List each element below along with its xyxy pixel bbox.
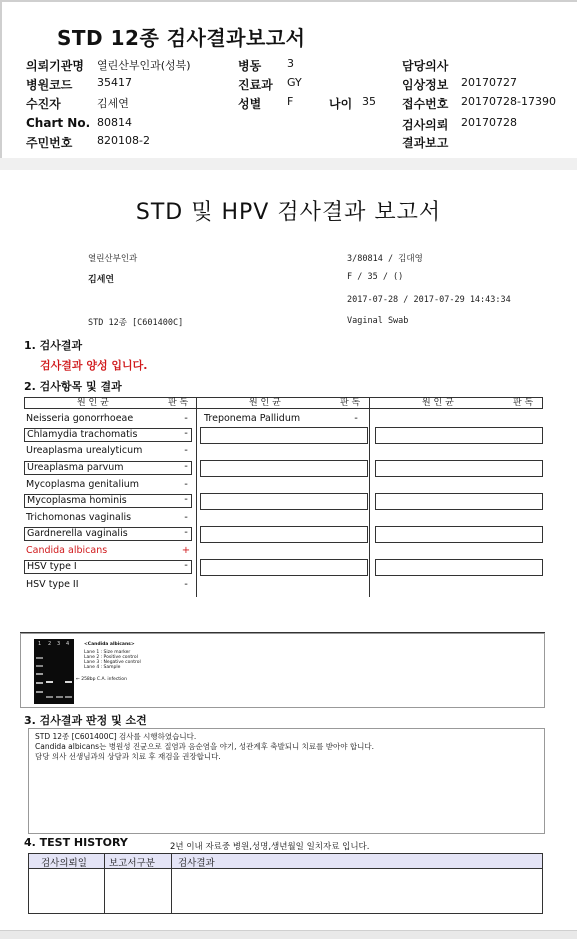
- field-label-doctor: 담당의사: [402, 59, 449, 73]
- field-value-department: GY: [287, 76, 302, 89]
- empty-cell: [200, 526, 368, 543]
- field-value-chart-no: 80814: [97, 116, 132, 129]
- report-sheet: [0, 170, 577, 930]
- section-items: 2. 검사항목 및 결과: [24, 380, 122, 393]
- result-ureaplasma-parvum: -: [184, 461, 188, 472]
- section-result: 1. 검사결과: [24, 339, 83, 352]
- gel-band: [46, 696, 53, 698]
- field-label-hospital-code: 병원코드: [26, 78, 73, 92]
- field-value-clinical-info: 20170727: [461, 76, 517, 89]
- gel-band: [36, 665, 43, 667]
- opinion-line: 담당 의사 선생님과의 상담과 치료 후 재검을 권장합니다.: [35, 752, 221, 761]
- header-row-3: [26, 95, 571, 113]
- col3-judge-header: 판 독: [513, 398, 534, 408]
- field-label-sex: 성별: [238, 97, 262, 111]
- field-value-request-date: 20170728: [461, 116, 517, 129]
- organism-trichomonas: Trichomonas vaginalis: [26, 512, 132, 523]
- gel-arrow-label: ← 258bp C.A. infection: [76, 677, 127, 682]
- organism-hsv-1: HSV type I: [24, 560, 192, 574]
- organism-neisseria: Neisseria gonorrhoeae: [26, 413, 134, 424]
- history-table: [28, 853, 543, 914]
- field-value-institution: 열린산부인과(성북): [97, 59, 191, 72]
- gel-band: [56, 696, 63, 698]
- empty-cell: [200, 493, 368, 510]
- opinion-line: STD 12종 [C601400C] 검사를 시행하였습니다.: [35, 732, 197, 741]
- history-column-divider: [104, 854, 105, 913]
- section-opinion: 3. 검사결과 판정 및 소견: [24, 714, 147, 727]
- empty-cell: [375, 427, 543, 444]
- gel-electrophoresis-image: [34, 639, 74, 704]
- field-label-ward: 병동: [238, 59, 262, 73]
- empty-cell: [375, 460, 543, 477]
- gel-band: [65, 696, 72, 698]
- organism-candida: Candida albicans: [26, 545, 108, 556]
- result-chlamydia: -: [184, 428, 188, 439]
- hospital-name: 열린산부인과: [88, 254, 138, 264]
- col2-org-header: 원 인 균: [249, 398, 281, 408]
- history-header-result: 검사결과: [178, 858, 215, 869]
- result-mycoplasma-genitalium: -: [184, 479, 188, 490]
- field-label-resident-no: 주민번호: [26, 136, 73, 150]
- test-code: STD 12종 [C601400C]: [88, 318, 184, 328]
- history-header-report-type: 보고서구분: [109, 858, 155, 869]
- header-row-2: [26, 76, 571, 94]
- organism-mycoplasma-hominis: Mycoplasma hominis: [24, 494, 192, 508]
- field-label-age: 나이: [329, 97, 353, 111]
- result-hsv-2: -: [184, 579, 188, 590]
- organism-chlamydia: Chlamydia trachomatis: [24, 428, 192, 442]
- field-value-age: 35: [362, 95, 376, 108]
- history-header-request-date: 검사의뢰일: [41, 858, 87, 869]
- specimen: Vaginal Swab: [347, 316, 409, 326]
- patient-name: 김세연: [88, 275, 115, 285]
- result-hsv-1: -: [184, 560, 188, 571]
- result-trichomonas: -: [184, 512, 188, 523]
- result-neisseria: -: [184, 413, 188, 424]
- history-column-divider: [171, 854, 172, 913]
- field-label-report: 결과보고: [402, 136, 449, 150]
- field-label-clinical-info: 임상정보: [402, 78, 449, 92]
- col1-judge-header: 판 독: [168, 398, 189, 408]
- column-divider: [196, 397, 197, 597]
- page-bottom-edge: [0, 930, 577, 939]
- organism-ureaplasma-urealyticum: Ureaplasma urealyticum: [26, 445, 143, 456]
- gel-band: [36, 691, 43, 693]
- report-dates: 2017-07-28 / 2017-07-29 14:43:34: [347, 295, 511, 305]
- field-value-resident-no: 820108-2: [97, 134, 150, 147]
- result-text: 검사결과 양성 입니다.: [40, 359, 148, 372]
- chart-doctor: 3/80814 / 김대영: [347, 254, 423, 264]
- section-history: 4. TEST HISTORY: [24, 836, 128, 849]
- report-header: [0, 0, 577, 158]
- field-label-patient: 수진자: [26, 97, 61, 111]
- report-title: STD 및 HPV 검사결과 보고서: [135, 200, 442, 225]
- gel-legend-line: Lane 2 : Positive control: [84, 655, 138, 660]
- header-row-4: [26, 116, 571, 134]
- empty-cell: [375, 493, 543, 510]
- gel-legend-line: Lane 4 : Sample: [84, 665, 121, 670]
- field-value-hospital-code: 35417: [97, 76, 132, 89]
- field-value-ward: 3: [287, 57, 294, 70]
- header-row-5: [26, 134, 571, 152]
- gel-lane-number: 2: [48, 641, 52, 647]
- gel-title: <Candida albicans>: [84, 642, 135, 647]
- sex-age: F / 35 / (): [347, 272, 404, 282]
- field-value-sex: F: [287, 95, 294, 108]
- field-value-patient: 김세연: [97, 97, 129, 110]
- gel-lane-number: 1: [38, 641, 42, 647]
- empty-cell: [375, 559, 543, 576]
- organism-mycoplasma-genitalium: Mycoplasma genitalium: [26, 479, 140, 490]
- field-label-request-date: 검사의뢰: [402, 118, 449, 132]
- gel-legend-line: Lane 3 : Negative control: [84, 660, 141, 665]
- history-table-header: [29, 854, 542, 869]
- field-label-accession: 접수번호: [402, 97, 449, 111]
- result-treponema: -: [354, 413, 358, 424]
- results-table: [24, 397, 543, 597]
- header-title: STD 12종 검사결과보고서: [57, 26, 306, 50]
- opinion-line: Candida albicans는 병원성 진균으로 질염과 음순염을 야기, 성관계후 축발되니 치료를 받아야 합니다.: [35, 742, 375, 751]
- field-value-accession: 20170728-17390: [461, 95, 556, 108]
- organism-treponema: Treponema Pallidum: [204, 413, 301, 424]
- gel-lane-number: 3: [57, 641, 61, 647]
- field-label-department: 진료과: [238, 78, 273, 92]
- empty-cell: [200, 559, 368, 576]
- gel-band: [36, 682, 43, 684]
- col3-org-header: 원 인 균: [422, 398, 454, 408]
- result-candida: +: [181, 545, 191, 556]
- gel-band: [46, 681, 53, 683]
- organism-hsv-2: HSV type II: [26, 579, 79, 590]
- empty-cell: [375, 526, 543, 543]
- empty-cell: [200, 460, 368, 477]
- organism-ureaplasma-parvum: Ureaplasma parvum: [24, 461, 192, 475]
- field-label-chart-no: Chart No.: [26, 116, 91, 130]
- field-label-institution: 의뢰기관명: [26, 59, 84, 73]
- gel-band: [36, 673, 43, 675]
- header-row-1: [26, 57, 571, 75]
- gel-band: [36, 657, 43, 659]
- col1-org-header: 원 인 균: [77, 398, 109, 408]
- opinion-box: [28, 728, 545, 834]
- organism-gardnerella: Gardnerella vaginalis: [24, 527, 192, 541]
- column-divider: [369, 397, 370, 597]
- history-note: 2년 이내 자료중 병원,성명,생년월일 일치자료 입니다.: [170, 842, 370, 852]
- result-ureaplasma-urealyticum: -: [184, 445, 188, 456]
- result-gardnerella: -: [184, 527, 188, 538]
- col2-judge-header: 판 독: [340, 398, 361, 408]
- gel-legend-line: Lane 1 : Size marker: [84, 650, 131, 655]
- gel-lane-number: 4: [66, 641, 70, 647]
- empty-cell: [200, 427, 368, 444]
- result-mycoplasma-hominis: -: [184, 494, 188, 505]
- results-table-header: [24, 397, 543, 409]
- gel-band: [65, 681, 72, 683]
